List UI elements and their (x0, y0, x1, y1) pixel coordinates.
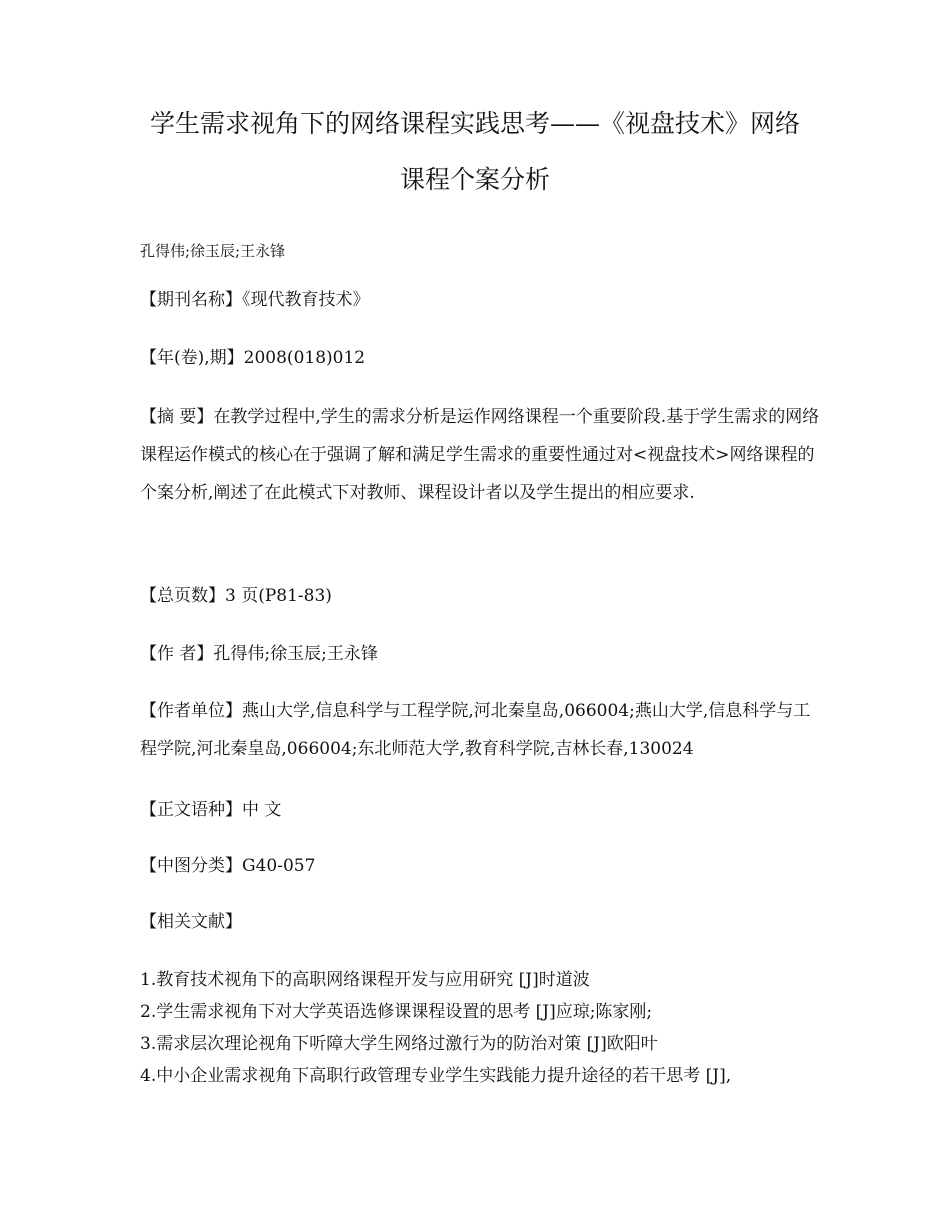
text-language: 【正文语种】中 文 (140, 800, 282, 820)
reference-item[interactable]: 4.中小企业需求视角下高职行政管理专业学生实践能力提升途径的若干思考 [J], (140, 1066, 732, 1086)
page-count: 【总页数】3 页(P81-83) (140, 586, 332, 606)
reference-item[interactable]: 3.需求层次理论视角下听障大学生网络过激行为的防治对策 [J]欧阳叶 (140, 1034, 658, 1054)
title-line-1: 学生需求视角下的网络课程实践思考——《视盘技术》网络 (149, 109, 800, 138)
abstract: 【摘 要】在教学过程中,学生的需求分析是运作网络课程一个重要阶段.基于学生需求的网络课程运作模式的核心在于强调了解和满足学生需求的重要性通过对<视盘技术>网络课程的个案分析,阐述了在此模式下对教师、课程设计者以及学生提出的相应要求. (140, 407, 820, 503)
author-byline: 孔得伟;徐玉辰;王永锋 (140, 242, 286, 260)
authors-field: 【作 者】孔得伟;徐玉辰;王永锋 (140, 644, 378, 664)
reference-list (140, 964, 830, 1092)
reference-item[interactable]: 2.学生需求视角下对大学英语选修课课程设置的思考 [J]应琼;陈家刚; (140, 1002, 653, 1022)
reference-item[interactable]: 1.教育技术视角下的高职网络课程开发与应用研究 [J]时道波 (140, 970, 590, 990)
classification-code: 【中图分类】G40-057 (140, 856, 316, 876)
title-line-2: 课程个案分析 (399, 165, 550, 194)
journal-name: 【期刊名称】《现代教育技术》 (140, 290, 370, 310)
author-affiliation: 【作者单位】燕山大学,信息科学与工程学院,河北秦皇岛,066004;燕山大学,信息科学与工程学院,河北秦皇岛,066004;东北师范大学,教育科学院,吉林长春,130024 (140, 701, 811, 759)
related-literature-heading: 【相关文献】 (140, 912, 242, 932)
volume-issue: 【年(卷),期】2008(018)012 (140, 348, 366, 368)
document-title (90, 96, 860, 208)
